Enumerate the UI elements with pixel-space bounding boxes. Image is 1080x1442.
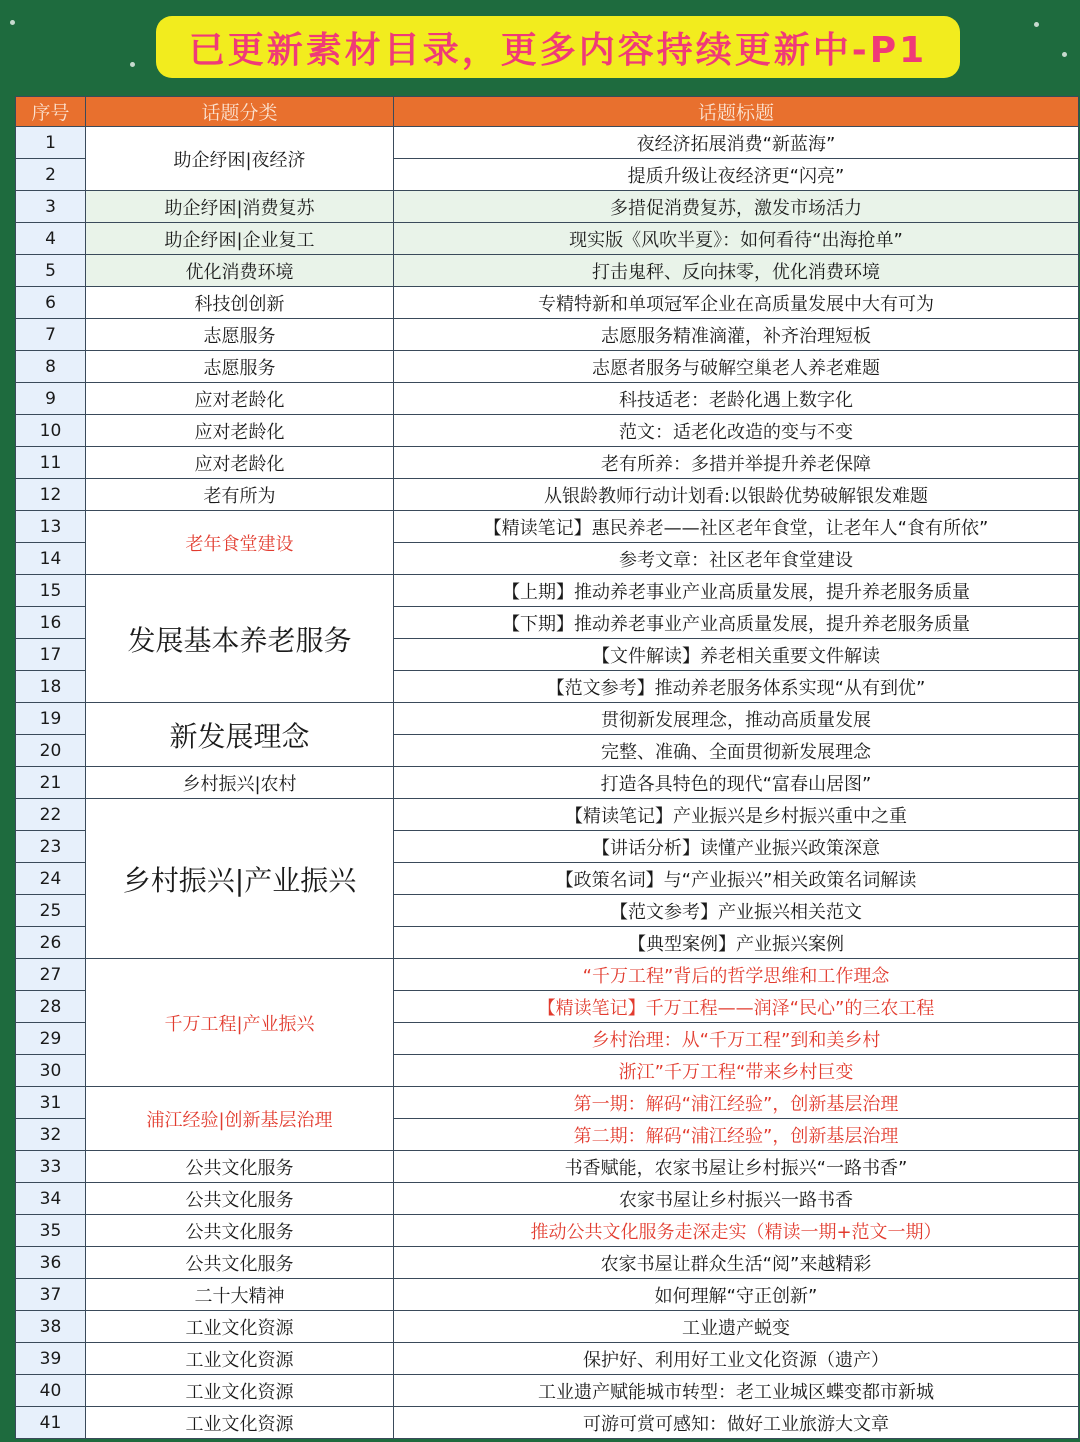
table-row — [16, 959, 1079, 991]
row-number: 14 — [16, 543, 86, 575]
table-row — [16, 1375, 1079, 1407]
row-number: 41 — [16, 1407, 86, 1439]
row-number: 13 — [16, 511, 86, 543]
row-title: 第二期：解码“浦江经验”，创新基层治理 — [394, 1119, 1079, 1151]
row-title: 【精读笔记】惠民养老——社区老年食堂，让老年人“食有所依” — [394, 511, 1079, 543]
header-category: 话题分类 — [86, 97, 394, 127]
row-title: 推动公共文化服务走深走实（精读一期+范文一期） — [394, 1215, 1079, 1247]
row-title: 【讲话分析】读懂产业振兴政策深意 — [394, 831, 1079, 863]
row-title: 乡村治理：从“千万工程”到和美乡村 — [394, 1023, 1079, 1055]
decor-dot — [1062, 52, 1067, 57]
row-category: 优化消费环境 — [86, 255, 394, 287]
table-row — [16, 1279, 1079, 1311]
row-number: 35 — [16, 1215, 86, 1247]
row-category: 公共文化服务 — [86, 1151, 394, 1183]
table-header-row — [16, 97, 1079, 127]
row-category: 科技创创新 — [86, 287, 394, 319]
row-title: 农家书屋让乡村振兴一路书香 — [394, 1183, 1079, 1215]
table-row — [16, 703, 1079, 735]
row-title: 【上期】推动养老事业产业高质量发展，提升养老服务质量 — [394, 575, 1079, 607]
row-category: 二十大精神 — [86, 1279, 394, 1311]
row-number: 22 — [16, 799, 86, 831]
row-title: 【政策名词】与“产业振兴”相关政策名词解读 — [394, 863, 1079, 895]
row-title: 完整、准确、全面贯彻新发展理念 — [394, 735, 1079, 767]
row-number: 40 — [16, 1375, 86, 1407]
row-category: 助企纾困|企业复工 — [86, 223, 394, 255]
row-number: 8 — [16, 351, 86, 383]
row-number: 2 — [16, 159, 86, 191]
row-number: 1 — [16, 127, 86, 159]
row-number: 4 — [16, 223, 86, 255]
row-title: 打造各具特色的现代“富春山居图” — [394, 767, 1079, 799]
row-title: 多措促消费复苏，激发市场活力 — [394, 191, 1079, 223]
row-number: 37 — [16, 1279, 86, 1311]
row-number: 30 — [16, 1055, 86, 1087]
table-row — [16, 1183, 1079, 1215]
table-row — [16, 575, 1079, 607]
row-number: 7 — [16, 319, 86, 351]
table-row — [16, 415, 1079, 447]
row-number: 32 — [16, 1119, 86, 1151]
table-row — [16, 255, 1079, 287]
row-category: 工业文化资源 — [86, 1375, 394, 1407]
table-row — [16, 1151, 1079, 1183]
table-row — [16, 1407, 1079, 1439]
row-category: 助企纾困|消费复苏 — [86, 191, 394, 223]
row-number: 6 — [16, 287, 86, 319]
row-title: 农家书屋让群众生活“阅”来越精彩 — [394, 1247, 1079, 1279]
row-category: 志愿服务 — [86, 319, 394, 351]
row-title: 现实版《风吹半夏》：如何看待“出海抢单” — [394, 223, 1079, 255]
row-title: 第一期：解码“浦江经验”，创新基层治理 — [394, 1087, 1079, 1119]
row-number: 28 — [16, 991, 86, 1023]
table-row — [16, 1343, 1079, 1375]
row-title: 【精读笔记】千万工程——润泽“民心”的三农工程 — [394, 991, 1079, 1023]
row-number: 39 — [16, 1343, 86, 1375]
table-row — [16, 191, 1079, 223]
row-number: 17 — [16, 639, 86, 671]
row-title: 【范文参考】产业振兴相关范文 — [394, 895, 1079, 927]
row-number: 15 — [16, 575, 86, 607]
row-category: 新发展理念 — [86, 703, 394, 767]
table-row — [16, 1247, 1079, 1279]
row-category: 乡村振兴|产业振兴 — [86, 799, 394, 959]
row-number: 16 — [16, 607, 86, 639]
table-row — [16, 287, 1079, 319]
row-title: 贯彻新发展理念，推动高质量发展 — [394, 703, 1079, 735]
row-category: 老有所为 — [86, 479, 394, 511]
table-row — [16, 351, 1079, 383]
table-row — [16, 1311, 1079, 1343]
row-number: 25 — [16, 895, 86, 927]
row-category: 公共文化服务 — [86, 1183, 394, 1215]
row-category: 工业文化资源 — [86, 1407, 394, 1439]
row-category: 工业文化资源 — [86, 1343, 394, 1375]
page-title-banner: 已更新素材目录，更多内容持续更新中-P1 — [156, 16, 960, 78]
row-number: 24 — [16, 863, 86, 895]
decor-dot — [130, 62, 135, 67]
row-title: 志愿者服务与破解空巢老人养老难题 — [394, 351, 1079, 383]
row-number: 5 — [16, 255, 86, 287]
row-category: 应对老龄化 — [86, 383, 394, 415]
table-row — [16, 767, 1079, 799]
row-number: 10 — [16, 415, 86, 447]
row-title: 老有所养：多措并举提升养老保障 — [394, 447, 1079, 479]
row-category: 公共文化服务 — [86, 1215, 394, 1247]
row-title: 志愿服务精准滴灌，补齐治理短板 — [394, 319, 1079, 351]
table-row — [16, 319, 1079, 351]
row-number: 36 — [16, 1247, 86, 1279]
table-row — [16, 511, 1079, 543]
row-category: 助企纾困|夜经济 — [86, 127, 394, 191]
row-title: 提质升级让夜经济更“闪亮” — [394, 159, 1079, 191]
row-number: 38 — [16, 1311, 86, 1343]
row-number: 19 — [16, 703, 86, 735]
row-number: 27 — [16, 959, 86, 991]
row-number: 26 — [16, 927, 86, 959]
row-title: 工业遗产赋能城市转型：老工业城区蝶变都市新城 — [394, 1375, 1079, 1407]
table-row — [16, 223, 1079, 255]
row-title: 夜经济拓展消费“新蓝海” — [394, 127, 1079, 159]
row-number: 34 — [16, 1183, 86, 1215]
row-title: “千万工程”背后的哲学思维和工作理念 — [394, 959, 1079, 991]
header-index: 序号 — [16, 97, 86, 127]
row-title: 浙江”千万工程“带来乡村巨变 — [394, 1055, 1079, 1087]
row-number: 29 — [16, 1023, 86, 1055]
row-title: 科技适老：老龄化遇上数字化 — [394, 383, 1079, 415]
row-category: 乡村振兴|农村 — [86, 767, 394, 799]
row-category: 浦江经验|创新基层治理 — [86, 1087, 394, 1151]
row-number: 18 — [16, 671, 86, 703]
table-row — [16, 479, 1079, 511]
row-number: 21 — [16, 767, 86, 799]
row-number: 3 — [16, 191, 86, 223]
header-title: 话题标题 — [394, 97, 1079, 127]
topic-table — [15, 96, 1079, 1439]
row-category: 公共文化服务 — [86, 1247, 394, 1279]
decor-dot — [10, 20, 15, 25]
row-number: 12 — [16, 479, 86, 511]
row-title: 【范文参考】推动养老服务体系实现“从有到优” — [394, 671, 1079, 703]
row-number: 33 — [16, 1151, 86, 1183]
row-title: 【典型案例】产业振兴案例 — [394, 927, 1079, 959]
row-number: 23 — [16, 831, 86, 863]
row-title: 书香赋能，农家书屋让乡村振兴“一路书香” — [394, 1151, 1079, 1183]
table-row — [16, 1215, 1079, 1247]
row-title: 【精读笔记】产业振兴是乡村振兴重中之重 — [394, 799, 1079, 831]
row-title: 参考文章：社区老年食堂建设 — [394, 543, 1079, 575]
row-category: 发展基本养老服务 — [86, 575, 394, 703]
row-category: 千万工程|产业振兴 — [86, 959, 394, 1087]
row-title: 从银龄教师行动计划看:以银龄优势破解银发难题 — [394, 479, 1079, 511]
row-category: 老年食堂建设 — [86, 511, 394, 575]
decor-dot — [1034, 22, 1039, 27]
row-number: 9 — [16, 383, 86, 415]
row-category: 应对老龄化 — [86, 447, 394, 479]
row-title: 【下期】推动养老事业产业高质量发展，提升养老服务质量 — [394, 607, 1079, 639]
table-row — [16, 383, 1079, 415]
row-number: 11 — [16, 447, 86, 479]
row-number: 31 — [16, 1087, 86, 1119]
row-title: 打击鬼秤、反向抹零，优化消费环境 — [394, 255, 1079, 287]
table-row — [16, 447, 1079, 479]
table-row — [16, 799, 1079, 831]
row-category: 工业文化资源 — [86, 1311, 394, 1343]
table-row — [16, 1087, 1079, 1119]
row-category: 应对老龄化 — [86, 415, 394, 447]
row-number: 20 — [16, 735, 86, 767]
row-title: 保护好、利用好工业文化资源（遗产） — [394, 1343, 1079, 1375]
row-title: 专精特新和单项冠军企业在高质量发展中大有可为 — [394, 287, 1079, 319]
row-category: 志愿服务 — [86, 351, 394, 383]
row-title: 可游可赏可感知：做好工业旅游大文章 — [394, 1407, 1079, 1439]
row-title: 如何理解“守正创新” — [394, 1279, 1079, 1311]
row-title: 范文：适老化改造的变与不变 — [394, 415, 1079, 447]
table-row — [16, 127, 1079, 159]
row-title: 工业遗产蜕变 — [394, 1311, 1079, 1343]
row-title: 【文件解读】养老相关重要文件解读 — [394, 639, 1079, 671]
